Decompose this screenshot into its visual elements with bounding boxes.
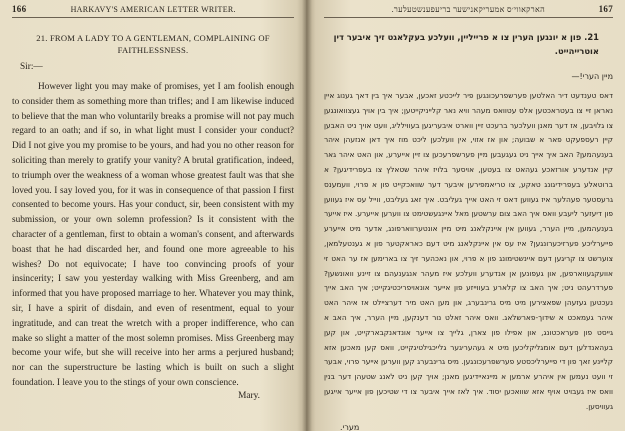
left-letter-title: 21. FROM A LADY TO A GENTLEMAN, COMPLAINING OF FAITHLESSNESS. (36, 33, 270, 55)
right-page-number: 167 (598, 4, 613, 14)
left-page-number: 166 (12, 4, 27, 14)
left-running-head: HARKAVY'S AMERICAN LETTER WRITER. (70, 5, 236, 14)
left-signature: Mary. (238, 390, 260, 401)
right-letter-title: 21. פון א יונגען הערין צו א פרייליין, װעלכע בעקלאגט זיך איבער דין אוטרייהייט. (333, 32, 599, 56)
right-salutation: מיין הערי!— (571, 72, 613, 81)
left-letter-body: However light you may make of promises, yet I am foolish enough to consider them as something more than trifles; and I am likewise induced to believe that the man who voluntarily breaks a promise will not pay much regard to an oath; and if so, in what light must I consider your conduct? Did I not give you my promise to be yours, and had you no other reason for soliciting than merely to gratify your vanity? A brutal gratification, indeed, to triumph over the weakness of a woman whose greatest fault was that she loved you. I say loved you, for it was in consequence of that passion I first consented to become yours. Has your conduct, sir, been consistent with my submission, or your own solemn profession? Is it consistent with the character of a gentleman, first to obtain a woman's consent, and afterwards boast that he had discarded her, and found one more agreeable to his wishes? Do not equivocate; I have too convincing proofs of your insincerity; I saw you yesterday walking with Miss Greenberg, and am informed that you have proposed marriage to her. Whatever you may think, sir, I have a spirit of disdain, and even of resentment, equal to your ingratitude, and can treat the wretch with a proper indifference, who can make so slight a matter of the most solemn promises. Miss Greenberg may become your wife, but she will receive into her arms a perjured husband; nor can the superstructure be lasting which is built on such a slight foundation. I leave you to the stings of your own conscience. (12, 82, 294, 388)
left-salutation: Sir:— (20, 62, 43, 72)
right-signature: מערי. (340, 422, 360, 431)
left-page-header (12, 4, 294, 18)
right-page-header (324, 4, 613, 18)
right-page (306, 0, 625, 431)
right-running-head: הארקאווי׳ס אמעריקאנישער בריעפענשטעלער. (391, 5, 545, 14)
left-page (0, 0, 306, 431)
right-letter-body: דאס טענדעט דיר האלטען פערשפרעכונגען פיר לייכטע זאכען, אבער איך בין דאך גענוג איין נאראן זיי צו בעטראכטען אלס עטוואס מעהר וויא נאר קלייניקייטען; איך בין אויך געצוואונגען צו גלויבען, אז דער מאנן וועלכער ברעכט זיין ווארט איבעריגען בעווילליג, וועט אויך ניט האבען קיין רעספעקט פאר א שבועה; און אז אזוי, אין וועלכען ליכט מוז איך דאן אנזעהן איהר בענעהמען? האב איך אייך ניט געגעבען מיין פערשפרעכען צו זיין אייערע, און האט איהר גאר קיין אנדערע אורזאכע געהאט צו בעטען, אויסער בלויז איהר שטאלץ צו בעפרידיגען? א ברוטאלע בעפרידיגונג טאקע, צו טריאמפירען איבער דער שוואכקייט פון א פרוי, וועמענס גרעסטער פעהלער איז געווען דאס זי האט אייך געליבט. איך זאג געליבט, ווייל עס איז געווען פון דיעזער ליעבע וואס איך האב צום ערשטען מאל איינגעשטימט צו ווערען אייערע. איז אייער בענעהמען, מיין הערר, געווען אין איינקלאנג מיט מיין אונטערווארפונג, אדער מיט אייערע פייערליכע פערזיכערונגען? איז עס אין איינקלאנג מיט דעם כאראקטער פון א גענטעלמאן, צוערשט צו קריגען דעם איינשטימונג פון א פרוי, און נאכהער זיך צו בארימען אז ער האט זי אוועקגעווארפען, און געפונען אן אנדערע וועלכע איז מעהר אנגענעהם צו זיינע וואונשען? פערדרעהט ניט; איך האב צו קלארע בעווייזע פון אייער אונאויפריכטיגקייט; איך האב אייך נעכטען געזעהן שפאצירען מיט מיס גרינבערג, און מען האט מיר דערציילט אז איהר האט איהר געמאכט א שידוך-פארשלאג. וואס איהר זאלט נור דענקען, מיין הערר, איך האב א גייסט פון פעראכטונג, און אפילו פון צארן, גלייך צו אייער אונדאנקבארקייט, און קען בעהאנדלען דעם אומגליקליכען מיט א געהעריגער גלייכגילטיגקייט, וואס קען מאכען אזא קליינע זאך פון די פייערליכסטע פערשפרעכונגען. מיס גרינבערג קען ווערען אייער פרוי, אבער זי וועט נעמען אין איהרע ארמען א מיינאיידיגען מאנן; אויך קען ניט לאנג שטעהן דער בנין וואס איז געבויט אויף אזא שוואכען יסוד. איך לאז אייך איבער צו די שטיכען פון אייער אייגען געוויסען. (323, 91, 613, 411)
